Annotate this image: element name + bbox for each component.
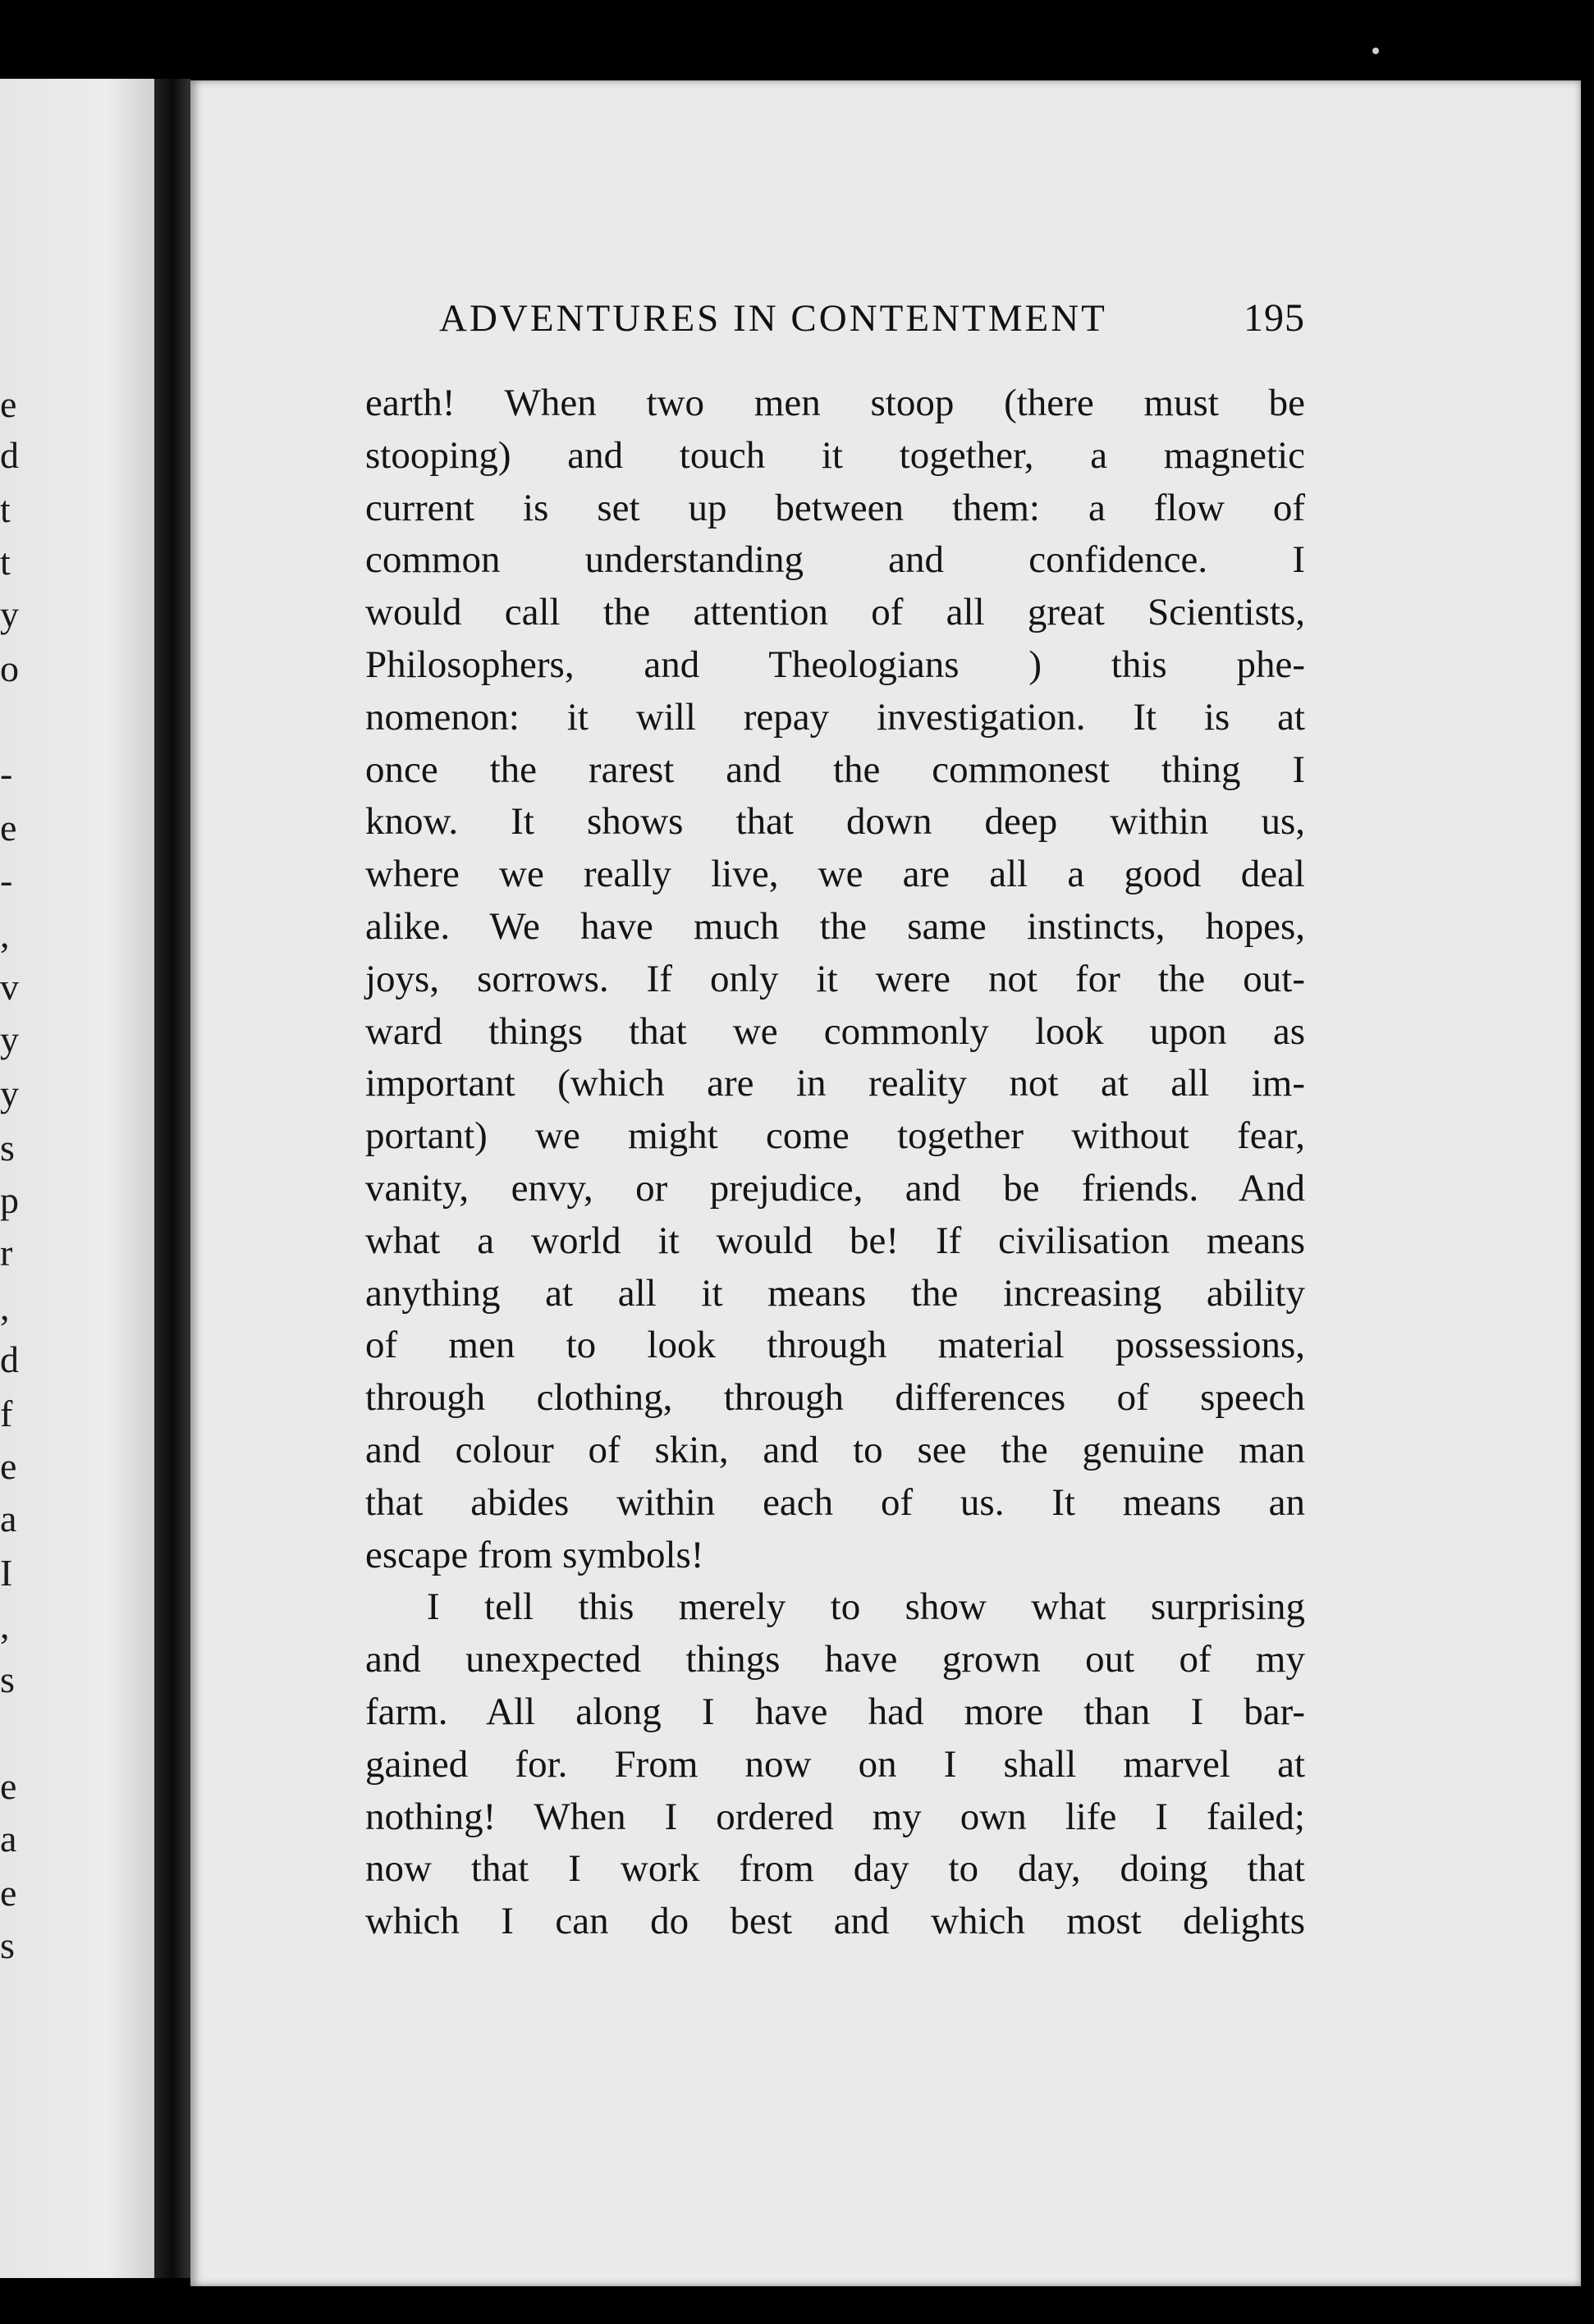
left-page-fragment: y	[0, 593, 19, 635]
left-page-fragment: a	[0, 1498, 17, 1539]
left-page-fragment: I	[0, 1552, 13, 1594]
text-line: would call the attention of all great Scientists,	[365, 591, 1305, 634]
left-page-fragment: e	[0, 1765, 17, 1807]
text-line: Philosophers, and Theologians ) this phe-	[365, 643, 1305, 686]
left-page-fragment: e	[0, 1872, 17, 1914]
text-line: current is set up between them: a flow of	[365, 486, 1305, 529]
left-page-fragment: r	[0, 1232, 13, 1274]
text-line: know. It shows that down deep within us,	[365, 800, 1305, 844]
left-page-fragment: y	[0, 1018, 19, 1060]
text-line: nothing! When I ordered my own life I failed;	[365, 1795, 1305, 1838]
left-page-fragment: e	[0, 807, 17, 849]
paragraph	[365, 377, 1305, 1581]
text-line: gained for. From now on I shall marvel at	[365, 1742, 1305, 1786]
text-line: nomenon: it will repay investigation. It is at	[365, 695, 1305, 739]
text-line: ward things that we commonly look upon as	[365, 1009, 1305, 1053]
text-line: stooping) and touch it together, a magnetic	[365, 433, 1305, 477]
text-line: important (which are in reality not at all im-	[365, 1062, 1305, 1105]
left-page-fragment: s	[0, 1924, 15, 1966]
left-page-fragment: f	[0, 1393, 13, 1434]
text-line: where we really live, we are all a good deal	[365, 853, 1305, 896]
text-line: anything at all it means the increasing ability	[365, 1271, 1305, 1315]
running-head-title: ADVENTURES IN CONTENTMENT	[439, 297, 1107, 340]
text-line: farm. All along I have had more than I bar-	[365, 1690, 1305, 1733]
running-head	[439, 295, 1305, 341]
left-page-fragment: -	[0, 859, 13, 901]
text-line: what a world it would be! If civilisation means	[365, 1219, 1305, 1262]
left-page-fragment: p	[0, 1179, 19, 1221]
text-line: vanity, envy, or prejudice, and be friends. And	[365, 1166, 1305, 1210]
text-line: once the rarest and the commonest thing I	[365, 748, 1305, 791]
left-page-fragment: ,	[0, 913, 10, 955]
left-page-fragment: s	[0, 1127, 15, 1169]
left-page-fragment: e	[0, 383, 17, 425]
left-page-fragment: -	[0, 753, 13, 794]
text-line: through clothing, through differences of speech	[365, 1376, 1305, 1420]
dust-speck	[1372, 48, 1379, 54]
left-page-fragment: t	[0, 541, 11, 583]
text-line: earth! When two men stoop (there must be	[365, 382, 1305, 424]
text-line: alike. We have much the same instincts, hopes,	[365, 904, 1305, 948]
paragraph	[365, 1581, 1305, 1948]
text-line: now that I work from day to day, doing that	[365, 1847, 1305, 1891]
text-line: and unexpected things have grown out of my	[365, 1638, 1305, 1681]
left-page-fragment: v	[0, 966, 19, 1008]
book-gutter	[154, 79, 190, 2278]
left-page-fragment: d	[0, 434, 19, 476]
text-line: common understanding and confidence. I	[365, 538, 1305, 582]
left-page	[0, 79, 154, 2278]
left-page-fragment: s	[0, 1658, 15, 1700]
left-page-fragment: ,	[0, 1604, 10, 1646]
text-line: joys, sorrows. If only it were not for the out-	[365, 957, 1305, 1000]
text-line: of men to look through material possessions,	[365, 1324, 1305, 1367]
page-number: 195	[1244, 296, 1305, 340]
left-page-fragment: y	[0, 1073, 19, 1114]
left-page-fragment: e	[0, 1445, 17, 1487]
left-page-fragment: a	[0, 1818, 17, 1860]
left-page-fragment: t	[0, 488, 11, 530]
text-line: escape from symbols!	[365, 1533, 704, 1576]
text-line: I tell this merely to show what surprising	[427, 1585, 1305, 1629]
text-line: which I can do best and which most delights	[365, 1900, 1305, 1943]
left-page-fragment: o	[0, 647, 19, 689]
text-line: and colour of skin, and to see the genuine man	[365, 1428, 1305, 1471]
body-text	[365, 377, 1305, 1948]
text-line: portant) we might come together without fear,	[365, 1114, 1305, 1158]
left-page-fragment: ,	[0, 1286, 10, 1328]
text-line: that abides within each of us. It means an	[365, 1480, 1305, 1524]
left-page-fragment: d	[0, 1338, 19, 1380]
